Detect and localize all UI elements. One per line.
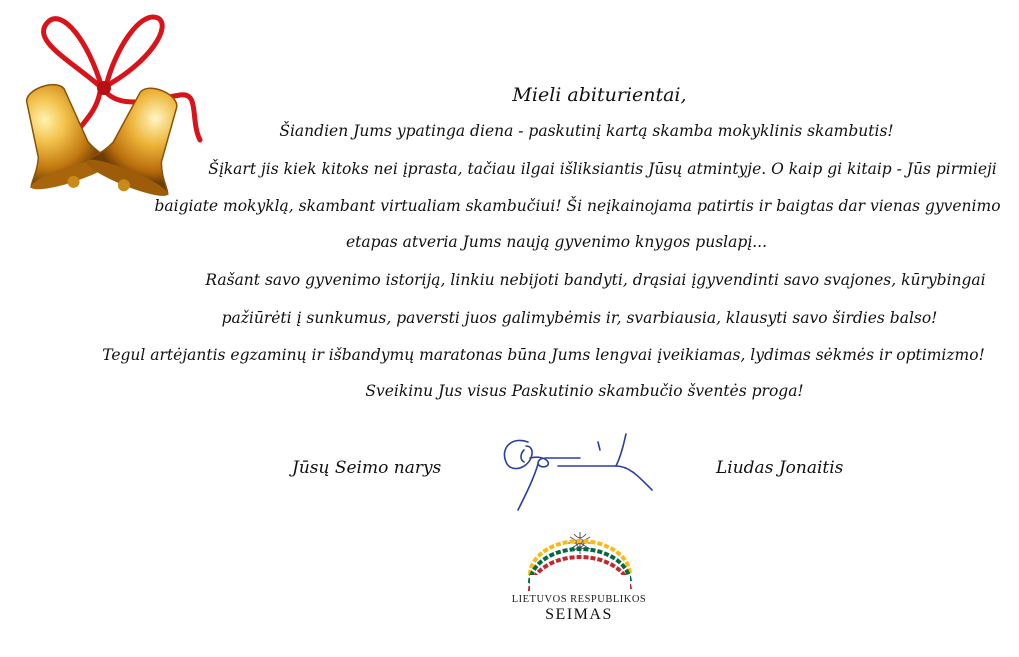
- logo-line-2: SEIMAS: [545, 606, 613, 623]
- salutation: Mieli abiturientai,: [512, 84, 687, 106]
- letter-line-2: Šįkart jis kiek kitoks nei įprasta, tačiau ilgai išliksiantis Jūsų atmintyje. O kaip gi kitaip - Jūs pirmieji: [208, 160, 997, 178]
- letter-line-3: baigiate mokyklą, skambant virtualiam skambučiui! Ši neįkainojama patirtis ir baigtas dar vienas gyvenimo: [154, 197, 1001, 215]
- letter-line-8: Sveikinu Jus visus Paskutinio skambučio šventės proga!: [365, 382, 804, 400]
- letter-line-6: pažiūrėti į sunkumus, paversti juos galimybėmis ir, svarbiausia, klausyti savo širdies balso!: [221, 309, 938, 327]
- letter-line-4: etapas atveria Jums naują gyvenimo knygos puslapį...: [345, 233, 768, 251]
- christmas-bells-icon: [0, 0, 230, 215]
- logo-line-1: LIETUVOS RESPUBLIKOS: [511, 594, 647, 605]
- signature-name: Liudas Jonaitis: [716, 458, 844, 478]
- letter-line-5: Rašant savo gyvenimo istoriją, linkiu nebijoti bandyti, drąsiai įgyvendinti savo svajones, kūrybingai: [205, 271, 986, 289]
- handwritten-signature-icon: [490, 428, 665, 518]
- letter-line-7: Tegul artėjantis egzaminų ir išbandymų maratonas būna Jums lengvai įveikiamas, lydimas sėkmės ir optimizmo!: [102, 346, 985, 364]
- signature-title: Jūsų Seimo narys: [292, 458, 442, 478]
- letter-line-1: Šiandien Jums ypatinga diena - paskutinį kartą skamba mokyklinis skambutis!: [279, 122, 894, 140]
